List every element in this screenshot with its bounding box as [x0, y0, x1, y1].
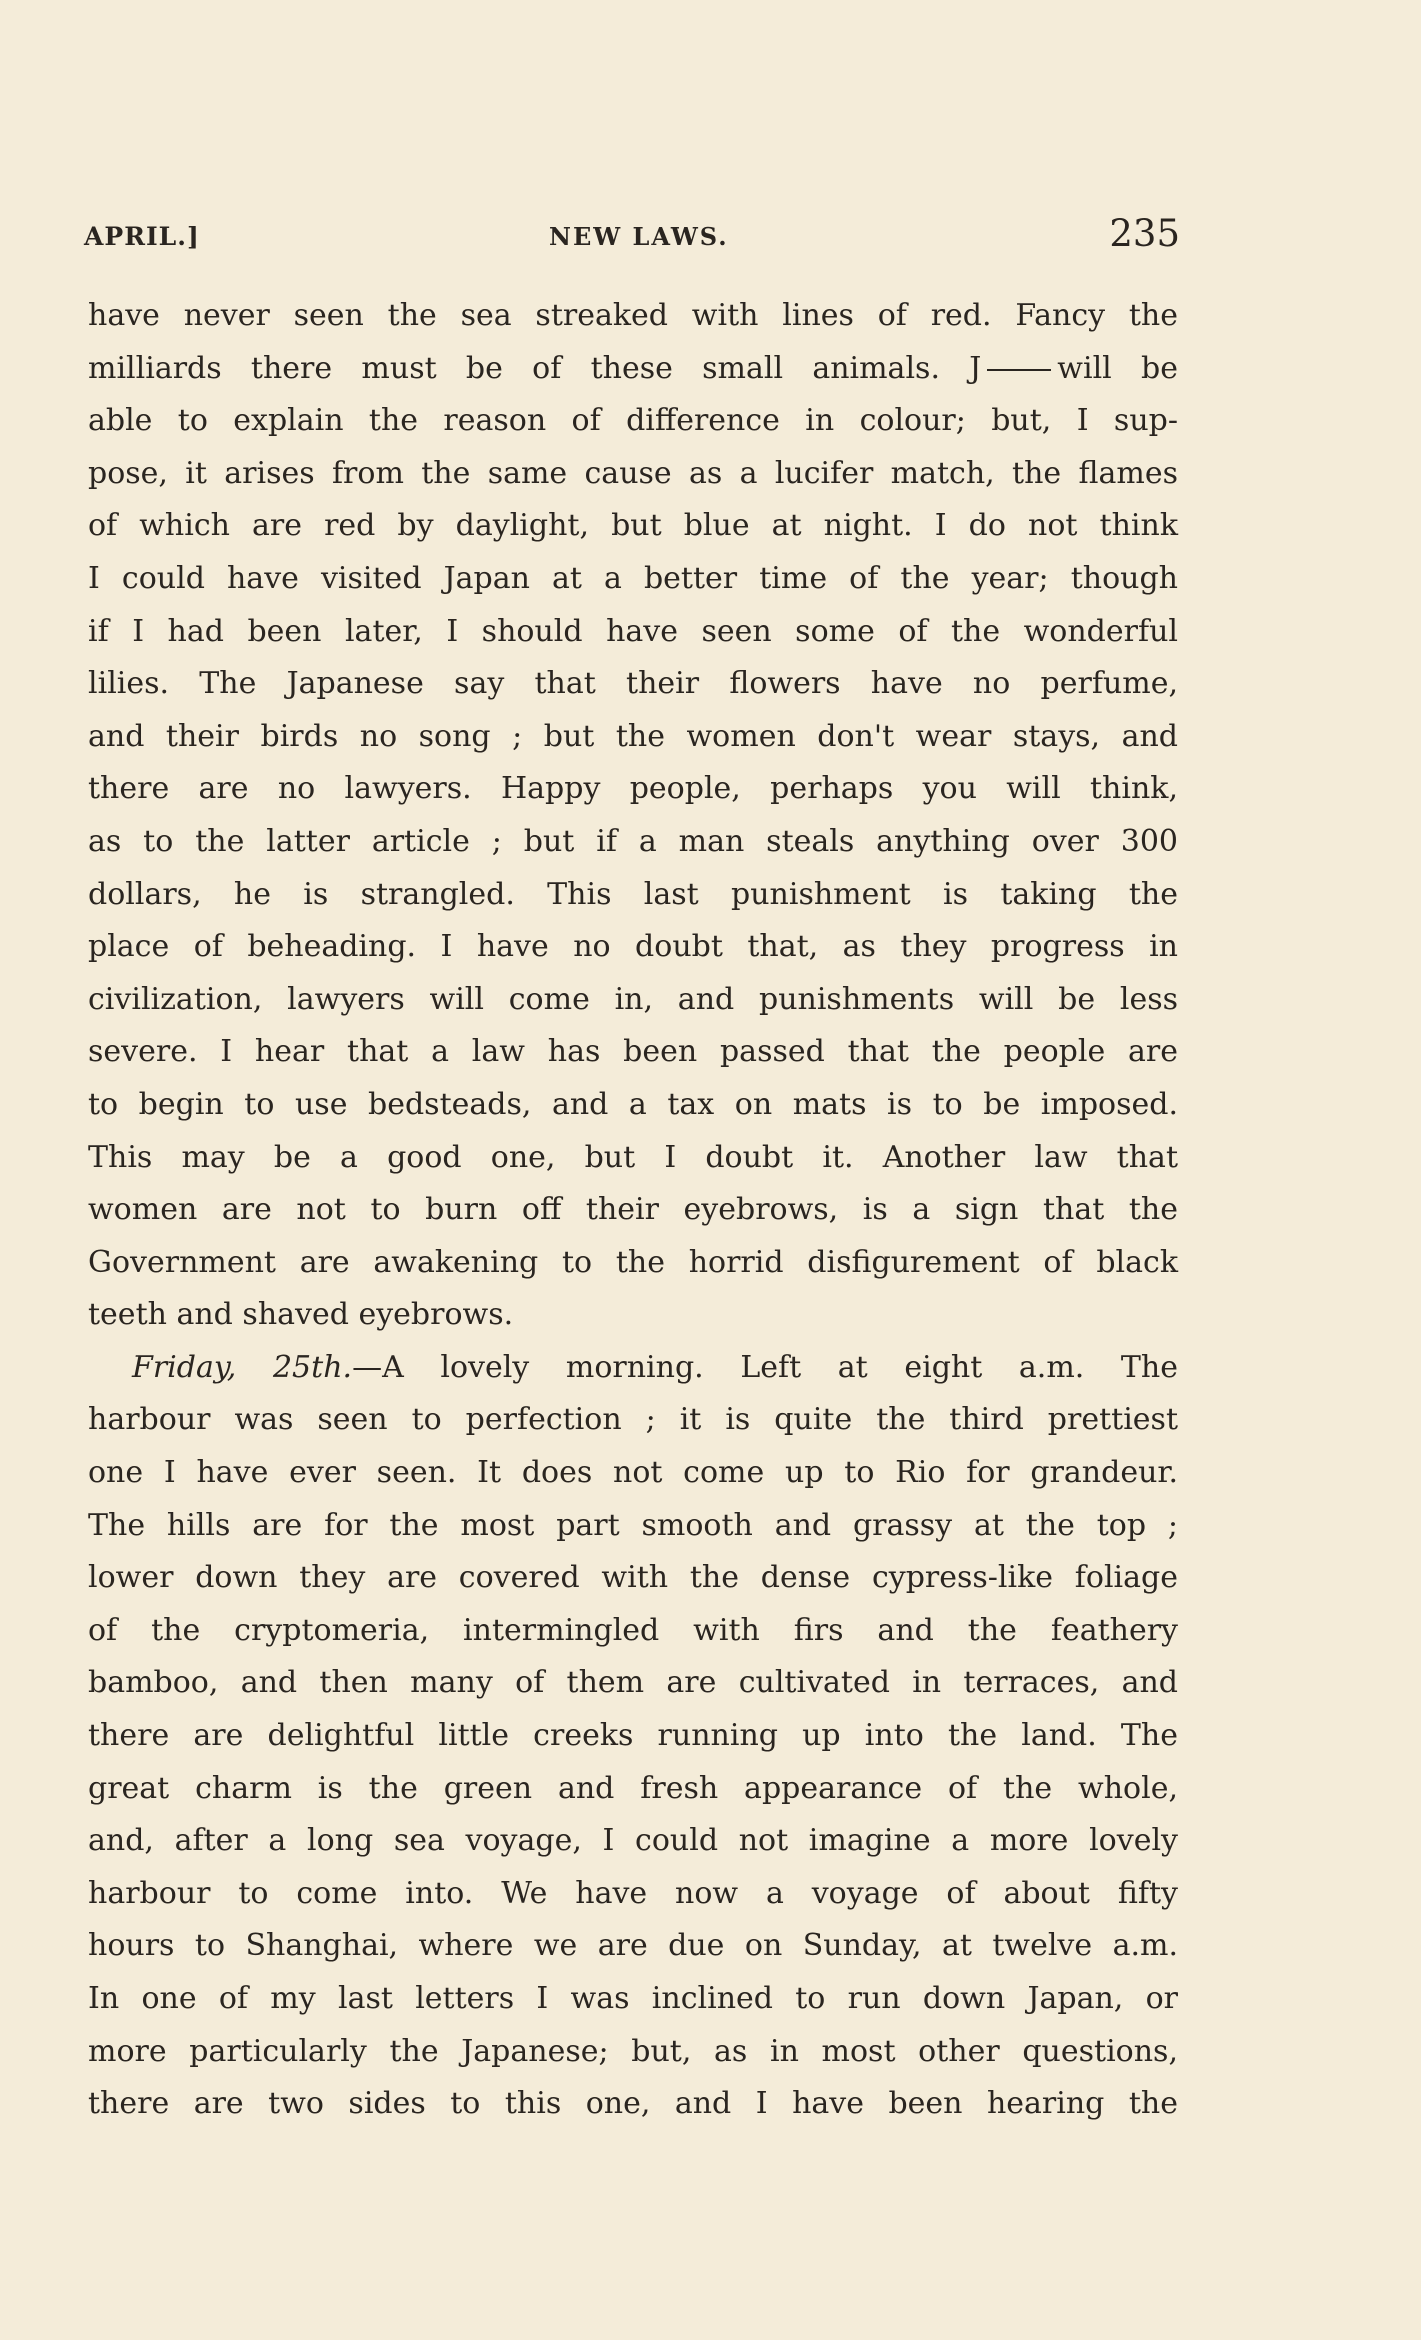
text-line: place of beheading. I have no doubt that, as they progress in — [88, 929, 1178, 965]
text-line: harbour was seen to perfection ; it is quite the third prettiest — [88, 1402, 1178, 1438]
text-line: to begin to use bedsteads, and a tax on mats is to be imposed. — [88, 1086, 1178, 1122]
text-line: lower down they are covered with the dense cypress-like foliage — [88, 1560, 1178, 1596]
text-line: more particularly the Japanese; but, as in most other questions, — [88, 2033, 1178, 2069]
text-line: hours to Shanghai, where we are due on Sunday, at twelve a.m. — [88, 1928, 1178, 1964]
page-number: 235 — [1109, 212, 1180, 255]
running-head-left: APRIL.] — [84, 222, 200, 251]
text-line: teeth and shaved eyebrows. — [88, 1297, 514, 1333]
body-text — [88, 290, 1178, 2131]
text-line: there are two sides to this one, and I have been hearing the — [88, 2086, 1178, 2122]
text-line — [88, 343, 1178, 396]
text-segment: milliards there must be of these small animals. — [88, 350, 940, 386]
text-line: of which are red by daylight, but blue at night. I do not think — [88, 508, 1178, 544]
text-line: and, after a long sea voyage, I could not imagine a more lovely — [88, 1823, 1178, 1859]
text-segment: will be — [1057, 350, 1178, 386]
text-line — [88, 1342, 1178, 1395]
text-line: lilies. The Japanese say that their flowers have no perfume, — [88, 666, 1178, 702]
running-head — [84, 212, 1180, 262]
text-line: if I had been later, I should have seen some of the wonderful — [88, 613, 1178, 649]
text-line: have never seen the sea streaked with lines of red. Fancy the — [88, 298, 1178, 333]
text-line: The hills are for the most part smooth and grassy at the top ; — [88, 1507, 1178, 1543]
text-line: harbour to come into. We have now a voyage of about fifty — [88, 1875, 1178, 1911]
text-line: I could have visited Japan at a better time of the year; though — [88, 560, 1178, 596]
text-segment: —A lovely morning. Left at eight a.m. The — [352, 1349, 1179, 1385]
running-head-title: NEW LAWS. — [549, 222, 729, 251]
text-line: women are not to burn off their eyebrows, is a sign that the — [88, 1192, 1178, 1228]
text-line: bamboo, and then many of them are cultivated in terraces, and — [88, 1665, 1178, 1701]
text-line: there are delightful little creeks running up into the land. The — [88, 1718, 1178, 1754]
text-line: able to explain the reason of difference in colour; but, I sup- — [88, 403, 1178, 439]
text-line: Government are awakening to the horrid disfigurement of black — [88, 1244, 1178, 1280]
text-line: great charm is the green and fresh appearance of the whole, — [88, 1770, 1178, 1806]
text-line: as to the latter article ; but if a man steals anything over 300 — [88, 823, 1178, 859]
dash-rule — [987, 369, 1051, 371]
date-heading: Friday, 25th. — [132, 1349, 353, 1385]
text-line: severe. I hear that a law has been passed that the people are — [88, 1034, 1178, 1070]
text-line: of the cryptomeria, intermingled with firs and the feathery — [88, 1612, 1178, 1648]
text-line: In one of my last letters I was inclined to run down Japan, or — [88, 1981, 1178, 2016]
text-line: and their birds no song ; but the women don't wear stays, and — [88, 718, 1178, 754]
text-line: one I have ever seen. It does not come up to Rio for grandeur. — [88, 1455, 1178, 1491]
text-line: pose, it arises from the same cause as a lucifer match, the flames — [88, 455, 1178, 491]
text-line: there are no lawyers. Happy people, perhaps you will think, — [88, 771, 1178, 807]
text-line: This may be a good one, but I doubt it. Another law that — [88, 1139, 1178, 1175]
text-line: dollars, he is strangled. This last punishment is taking the — [88, 876, 1178, 912]
text-line: civilization, lawyers will come in, and punishments will be less — [88, 981, 1178, 1017]
initial-j: J — [969, 350, 982, 386]
